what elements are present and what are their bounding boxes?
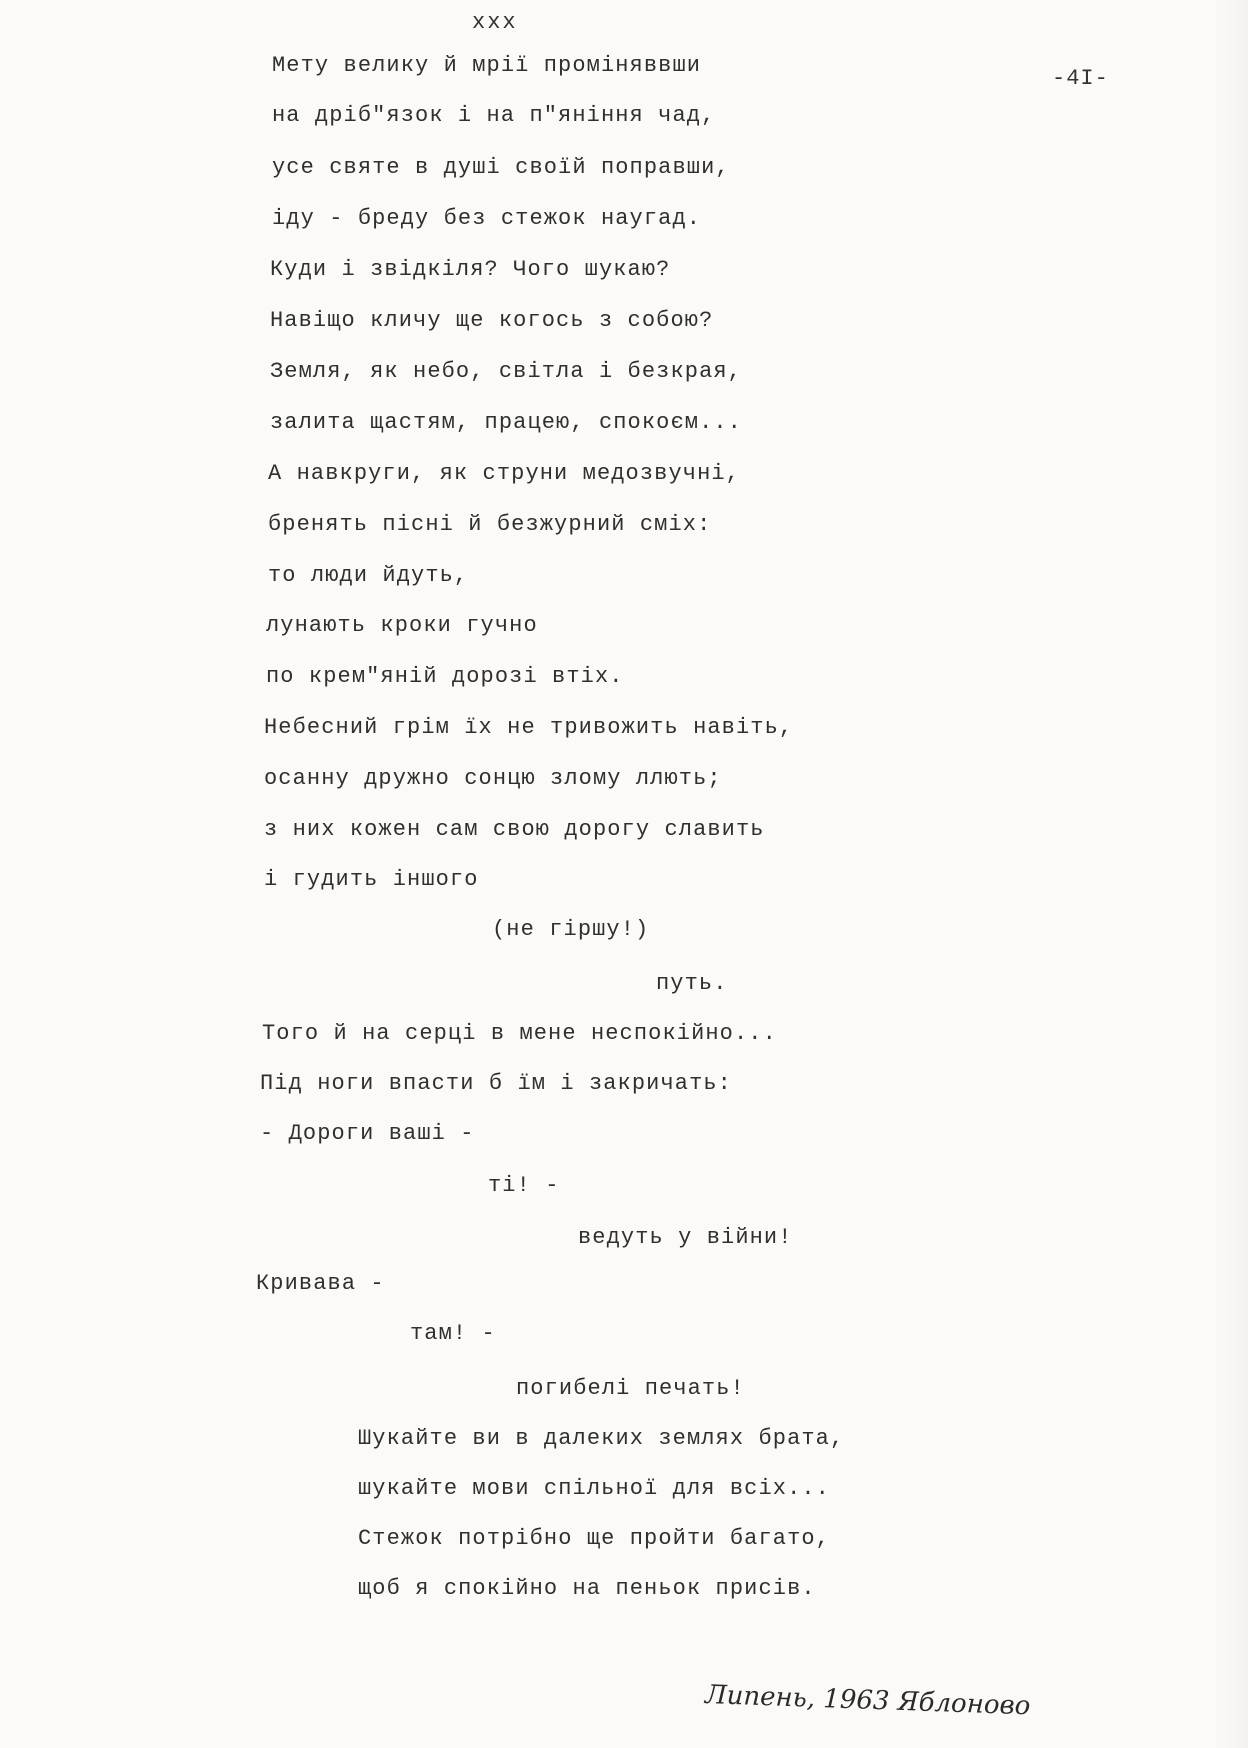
- poem-line: Шукайте ви в далеких землях брата,: [358, 1426, 845, 1451]
- poem-line: (не гіршу!): [492, 917, 650, 942]
- poem-line: Того й на серці в мене неспокійно...: [262, 1021, 777, 1046]
- poem-line: Кривава -: [256, 1271, 385, 1296]
- poem-line: залита щастям, працею, спокоєм...: [270, 410, 742, 435]
- poem-line: усе святе в душі своїй поправши,: [272, 155, 730, 180]
- page-edge-shadow: [1212, 0, 1248, 1748]
- poem-line: і гудить іншого: [264, 867, 479, 892]
- poem-line: Мету велику й мрії проміняввши: [272, 53, 702, 78]
- poem-line: з них кожен сам свою дорогу славить: [264, 817, 765, 842]
- poem-line: на дріб"язок і на п"яніння чад,: [272, 103, 716, 128]
- poem-line: осанну дружно сонцю злому ллють;: [264, 766, 722, 791]
- page-number: -4I-: [1052, 66, 1109, 91]
- poem-line: там! -: [410, 1321, 496, 1346]
- poem-line: погибелі печать!: [516, 1376, 745, 1401]
- poem-line: Навіщо кличу ще когось з собою?: [270, 308, 714, 333]
- poem-line: щоб я спокійно на пеньок присів.: [358, 1576, 816, 1601]
- poem-line: бренять пісні й безжурний сміх:: [268, 512, 712, 537]
- poem-line: - Дороги ваші -: [260, 1121, 475, 1146]
- poem-line: лунають кроки гучно: [266, 613, 538, 638]
- poem-line: Стежок потрібно ще пройти багато,: [358, 1526, 830, 1551]
- poem-title-marks: xxx: [472, 10, 518, 35]
- poem-line: А навкруги, як струни медозвучні,: [268, 461, 740, 486]
- poem-line: путь.: [656, 971, 728, 996]
- poem-line: Небесний грім їх не тривожить навіть,: [264, 715, 794, 740]
- poem-line: Земля, як небо, світла і безкрая,: [270, 359, 742, 384]
- poem-line: іду - бреду без стежок наугад.: [272, 206, 702, 231]
- poem-line: ведуть у війни!: [578, 1225, 793, 1250]
- poem-line: то люди йдуть,: [268, 563, 469, 588]
- poem-line: ті! -: [488, 1173, 560, 1198]
- poem-line: Під ноги впасти б їм і закричать:: [260, 1071, 732, 1096]
- poem-line: по крем"яній дорозі втіх.: [266, 664, 624, 689]
- signature-date-place: Липень, 1963 Яблоново: [704, 1680, 1031, 1722]
- poem-line: Куди і звідкіля? Чого шукаю?: [270, 257, 671, 282]
- poem-line: шукайте мови спільної для всіх...: [358, 1476, 830, 1501]
